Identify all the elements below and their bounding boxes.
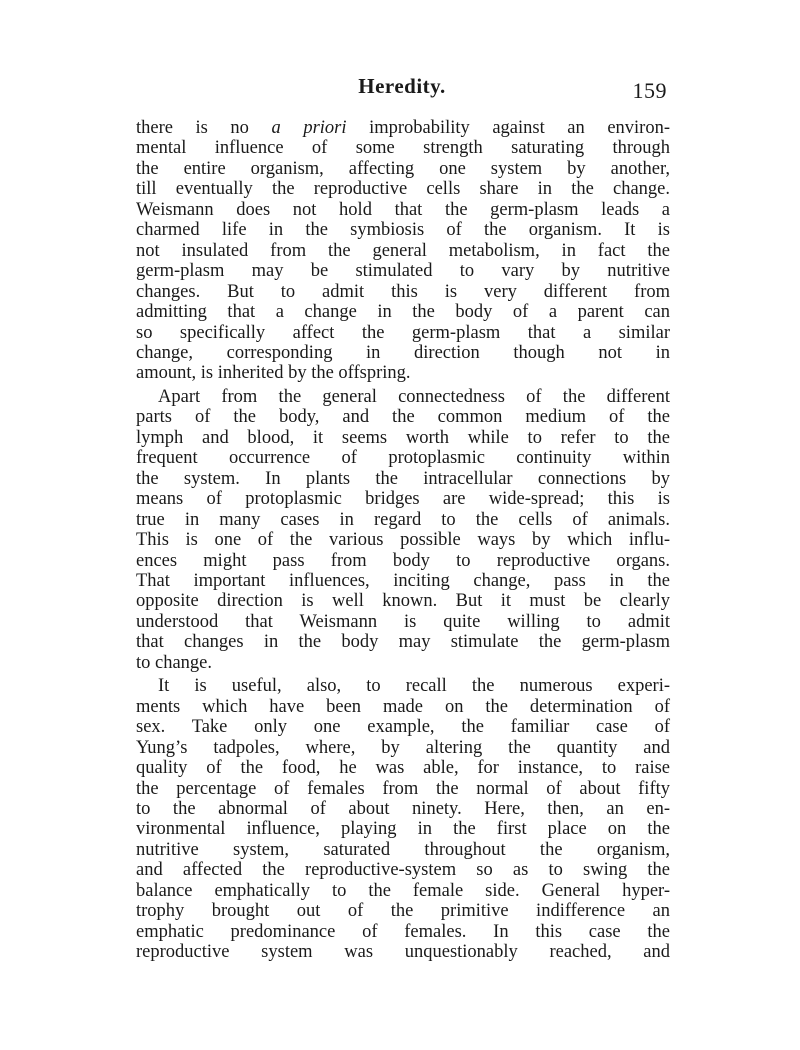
text-line: changes. But to admit this is very different from (136, 281, 670, 302)
text-line: nutritive system, saturated throughout the organism, (136, 839, 670, 860)
text-line: till eventually the reproductive cells share in the change. (136, 179, 670, 200)
text-line: balance emphatically to the female side. General hyper- (136, 880, 670, 901)
text-line: understood that Weismann is quite willing to admit (136, 611, 670, 632)
paragraph-2 (136, 387, 670, 673)
page-number: 159 (632, 78, 667, 103)
text-line: Apart from the general connectedness of the different (158, 386, 670, 407)
text-line: admitting that a change in the body of a parent can (136, 302, 670, 323)
text-line: opposite direction is well known. But it must be clearly (136, 591, 670, 612)
text-line: to the abnormal of about ninety. Here, then, an en- (136, 798, 670, 819)
text-line: Yung’s tadpoles, where, by altering the quantity and (136, 737, 670, 758)
body-text (136, 118, 670, 963)
text-line: the entire organism, affecting one system by another, (136, 158, 670, 179)
text-line: emphatic predominance of females. In this case the (136, 921, 670, 942)
text-line: germ-plasm may be stimulated to vary by nutritive (136, 261, 670, 282)
paragraph-1 (136, 118, 670, 384)
text-line: Weismann does not hold that the germ-plasm leads a (136, 199, 670, 220)
paragraph-3 (136, 676, 670, 962)
text-line: mental influence of some strength saturating through (136, 138, 670, 159)
text-line: quality of the food, he was able, for instance, to raise (136, 758, 670, 779)
text-line: means of protoplasmic bridges are wide-spread; this is (136, 489, 670, 510)
text-line: lymph and blood, it seems worth while to refer to the (136, 427, 670, 448)
text-line: and affected the reproductive-system so as to swing the (136, 860, 670, 881)
text-line: trophy brought out of the primitive indifference an (136, 901, 670, 922)
text-line: so specifically affect the germ-plasm that a similar (136, 322, 670, 343)
text-line: ences might pass from body to reproductive organs. (136, 550, 670, 571)
running-title: Heredity. (358, 74, 446, 98)
text-line: It is useful, also, to recall the numerous experi- (158, 676, 670, 697)
text-line: frequent occurrence of protoplasmic continuity within (136, 448, 670, 469)
text-line: the system. In plants the intracellular connections by (136, 468, 670, 489)
text-line: true in many cases in regard to the cells of animals. (136, 509, 670, 530)
text-line: parts of the body, and the common medium of the (136, 407, 670, 428)
text-line: the percentage of females from the normal of about fifty (136, 778, 670, 799)
italic-phrase: a priori (271, 118, 347, 138)
text-line: That important influences, inciting change, pass in the (136, 570, 670, 591)
text-line: sex. Take only one example, the familiar case of (136, 717, 670, 738)
text-line: vironmental influence, playing in the first place on the (136, 819, 670, 840)
text-line: reproductive system was unquestionably reached, and (136, 942, 670, 963)
text-line: there is no a priori improbability against an environ- (136, 118, 670, 138)
text-line: charmed life in the symbiosis of the organism. It is (136, 220, 670, 241)
text-line: not insulated from the general metabolism, in fact the (136, 240, 670, 261)
text-line: to change. (136, 652, 213, 673)
text-line: that changes in the body may stimulate the germ-plasm (136, 632, 670, 653)
text-line: This is one of the various possible ways by which influ- (136, 530, 670, 551)
text-line: ments which have been made on the determination of (136, 696, 670, 717)
text-line: change, corresponding in direction though not in (136, 342, 670, 363)
text-line: amount, is inherited by the offspring. (136, 363, 411, 384)
running-head (137, 74, 667, 104)
